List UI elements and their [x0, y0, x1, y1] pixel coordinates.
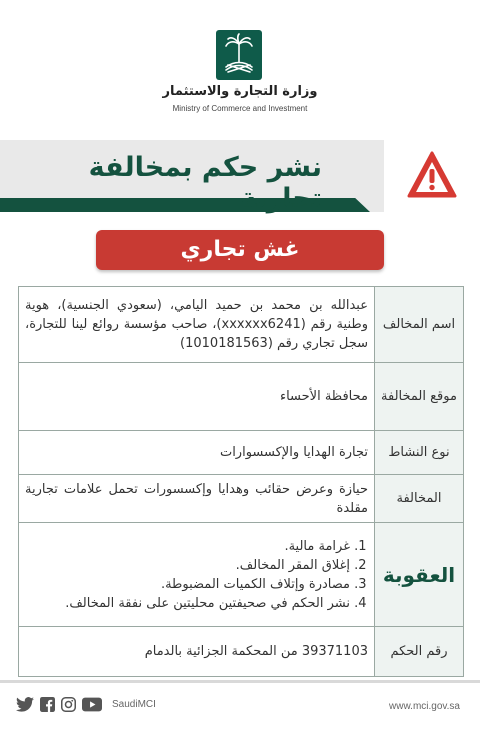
table-row: [19, 431, 464, 475]
warning-triangle-icon: [406, 150, 458, 200]
violator-value: عبدالله بن محمد بن حميد اليامي، (سعودي الجنسية)، هوية وطنية رقم (xxxxxx6241)، صاحب مؤسسة روائع لينا للتجارة، سجل تجاري رقم (1010181563): [19, 287, 375, 363]
youtube-icon[interactable]: [82, 697, 102, 712]
twitter-icon[interactable]: [16, 697, 34, 712]
activity-label: نوع النشاط: [375, 431, 464, 475]
activity-value: تجارة الهدايا والإكسسوارات: [19, 431, 375, 475]
location-value: محافظة الأحساء: [19, 363, 375, 431]
list-item: 2. إغلاق المقر المخالف.: [25, 556, 350, 575]
instagram-icon[interactable]: [61, 697, 76, 712]
verdict-details-table: [18, 286, 464, 677]
table-row: [19, 363, 464, 431]
location-label: موقع المخالفة: [375, 363, 464, 431]
social-links: [16, 694, 156, 714]
penalty-list: [25, 537, 368, 613]
violation-category-badge: غش تجاري: [96, 230, 384, 270]
penalty-label: العقوبة: [375, 523, 464, 627]
ministry-name-arabic: وزارة التجارة والاستثمار: [162, 84, 318, 99]
verdict-number-value: 39371103 من المحكمة الجزائية بالدمام: [19, 627, 375, 677]
table-row: [19, 523, 464, 627]
facebook-icon[interactable]: [40, 697, 55, 712]
website-link[interactable]: www.mci.gov.sa: [389, 701, 460, 712]
ministry-logo: [216, 30, 262, 80]
table-row: [19, 287, 464, 363]
footer-divider: [0, 680, 480, 683]
penalty-value: [19, 523, 375, 627]
list-item: 4. نشر الحكم في صحيفتين محليتين على نفقة المخالف.: [25, 594, 350, 613]
list-item: 1. غرامة مالية.: [25, 537, 350, 556]
violation-value: حيازة وعرض حقائب وهدايا وإكسسورات تحمل علامات تجارية مقلدة: [19, 475, 375, 523]
list-item: 3. مصادرة وإتلاف الكميات المضبوطة.: [25, 575, 350, 594]
verdict-number-label: رقم الحكم: [375, 627, 464, 677]
page-title: نشر حكم بمخالفة تجارية: [88, 152, 322, 214]
table-row: [19, 627, 464, 677]
palm-and-swords-emblem-icon: [216, 30, 262, 80]
table-row: [19, 475, 464, 523]
violator-label: اسم المخالف: [375, 287, 464, 363]
violation-label: المخالفة: [375, 475, 464, 523]
social-handle[interactable]: SaudiMCI: [112, 698, 156, 710]
ministry-name-english: Ministry of Commerce and Investment: [172, 104, 308, 113]
warning-panel: [384, 140, 480, 212]
